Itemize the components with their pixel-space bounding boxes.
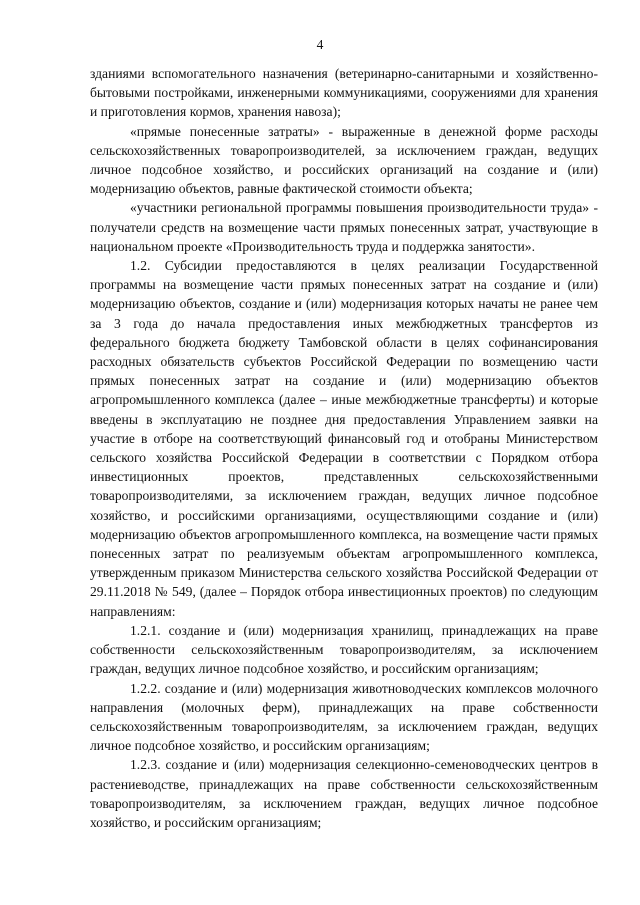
- page-number: 4: [316, 37, 324, 52]
- paragraph-continuation: зданиями вспомогательного назначения (ветеринарно-санитарными и хозяйственно-бытовыми постройками, инженерными коммуникациями, сооружениями для хранения и приготовления кормов, хранения навоза);: [90, 66, 598, 120]
- paragraph-section-1-2-3: 1.2.3. создание и (или) модернизация селекционно-семеноводческих центров в растениеводстве, принадлежащих на праве собственности сельскохозяйственным товаропроизводителям, за исключением граждан, ведущих личное подсобное хозяйство, и российским организациям;: [90, 757, 598, 830]
- paragraph-direct-costs-definition: «прямые понесенные затраты» - выраженные в денежной форме расходы сельскохозяйственных товаропроизводителей, за исключением граждан, ведущих личное подсобное хозяйство, и российских организаций на создание и (или) модернизацию объектов, равные фактической стоимости объекта;: [90, 123, 598, 197]
- paragraph-section-1-2-2: 1.2.2. создание и (или) модернизация животноводческих комплексов молочного направления (молочных ферм), принадлежащих на праве собственности сельскохозяйственным товаропроизводителям, за исключением граждан, ведущих личное подсобное хозяйство, и российским организациям;: [90, 680, 598, 754]
- paragraph-section-1-2-1: 1.2.1. создание и (или) модернизация хранилищ, принадлежащих на праве собственности сельскохозяйственным товаропроизводителям, за исключением граждан, ведущих личное подсобное хозяйство, и российским организациям;: [90, 622, 598, 677]
- paragraph-program-participants-definition: «участники региональной программы повышения производительности труда» - получатели средств на возмещение части прямых понесенных затрат, участвующие в национальном проекте «Производительность труда и поддержка занятости».: [90, 200, 598, 254]
- document-body: [90, 64, 598, 832]
- paragraph-section-1-2: 1.2. Субсидии предоставляются в целях реализации Государственной программы на возмещение части прямых понесенных затрат на создание и (или) модернизацию объектов, создание и (или) модернизация которых начаты не ранее чем за 3 года до начала предоставления иных межбюджетных трансфертов из федерального бюджета бюджету Тамбовской области в целях софинансирования расходных обязательств субъектов Российской Федерации по возмещению части прямых понесенных затрат на создание и (или) модернизацию объектов агропромышленного комплекса (далее – иные межбюджетные трансферты) и которые введены в эксплуатацию не позднее дня предоставления Управлением заявки на участие в отборе на соответствующий финансовый год и отобраны Министерством сельского хозяйства Российской Федерации в соответствии с Порядком отбора инвестиционных проектов, представленных сельскохозяйственными товаропроизводителями, за исключением граждан, ведущих личное подсобное хозяйство, и российскими организациями, осуществляющими создание и (или) модернизацию объектов агропромышленного комплекса, на возмещение части прямых понесенных затрат по реализуемым объектам агропромышленного комплекса, утвержденным приказом Министерства сельского хозяйства Российской Федерации от 29.11.2018 № 549, (далее – Порядок отбора инвестиционных проектов) по следующим направлениям:: [90, 258, 598, 619]
